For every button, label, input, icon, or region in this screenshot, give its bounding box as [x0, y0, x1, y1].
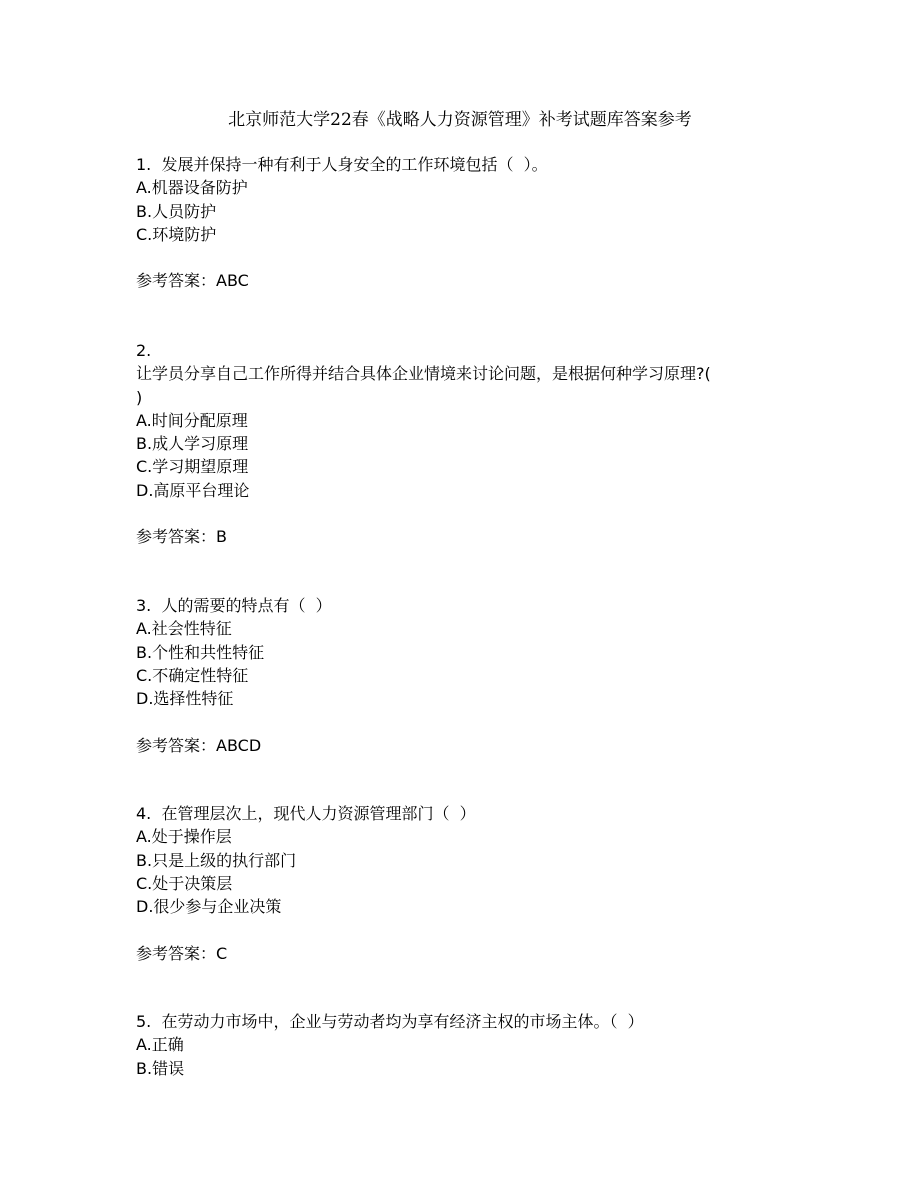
- question-2: [136, 339, 816, 549]
- question-3-text: 3. 人的需要的特点有（ ）: [136, 596, 332, 615]
- question-4-option-d: D.很少参与企业决策: [136, 897, 282, 917]
- question-4: [136, 802, 816, 965]
- question-3-option-d: D.选择性特征: [136, 689, 234, 709]
- question-2-option-a: A.时间分配原理: [136, 410, 248, 430]
- question-5-option-b: B.错误: [136, 1058, 185, 1078]
- question-3-option-a: A.社会性特征: [136, 619, 232, 639]
- question-1-text: 1. 发展并保持一种有利于人身安全的工作环境包括（ ）。: [136, 155, 548, 174]
- question-5: [136, 1010, 816, 1080]
- question-3: [136, 594, 816, 757]
- question-2-number: 2.: [136, 341, 152, 360]
- question-4-option-b: B.只是上级的执行部门: [136, 850, 297, 870]
- question-3-option-b: B.个性和共性特征: [136, 642, 265, 662]
- question-5-option-a: A.正确: [136, 1035, 184, 1055]
- answer-value: ABCD: [216, 735, 262, 755]
- question-2-option-d: D.高原平台理论: [136, 480, 250, 500]
- question-1-option-b: B.人员防护: [136, 201, 217, 221]
- answer-label: 参考答案：: [136, 735, 217, 755]
- question-4-answer: [136, 942, 816, 965]
- question-5-text: 5. 在劳动力市场中，企业与劳动者均为享有经济主权的市场主体。（ ）: [136, 1012, 644, 1031]
- question-3-answer: [136, 734, 816, 757]
- answer-label: 参考答案：: [136, 943, 217, 963]
- question-3-option-c: C.不确定性特征: [136, 665, 249, 685]
- question-4-option-a: A.处于操作层: [136, 827, 232, 847]
- answer-value: ABC: [216, 271, 249, 291]
- question-1: [136, 153, 816, 293]
- question-1-option-a: A.机器设备防护: [136, 178, 248, 198]
- question-2-answer: [136, 525, 816, 548]
- question-2-option-b: B.成人学习原理: [136, 434, 249, 454]
- answer-label: 参考答案：: [136, 527, 217, 547]
- question-4-option-c: C.处于决策层: [136, 873, 233, 893]
- question-4-text: 4. 在管理层次上，现代人力资源管理部门（ ）: [136, 804, 476, 823]
- answer-label: 参考答案：: [136, 271, 217, 291]
- answer-value: B: [216, 527, 227, 547]
- question-1-answer: [136, 269, 816, 292]
- question-2-text-cont: ): [136, 387, 143, 407]
- question-2-text: 让学员分享自己工作所得并结合具体企业情境来讨论问题，是根据何种学习原理?(: [136, 364, 711, 384]
- question-1-option-c: C.环境防护: [136, 224, 217, 244]
- answer-value: C: [216, 943, 228, 963]
- page-title: 北京师范大学22春《战略人力资源管理》补考试题库答案参考: [228, 110, 692, 130]
- question-2-option-c: C.学习期望原理: [136, 457, 249, 477]
